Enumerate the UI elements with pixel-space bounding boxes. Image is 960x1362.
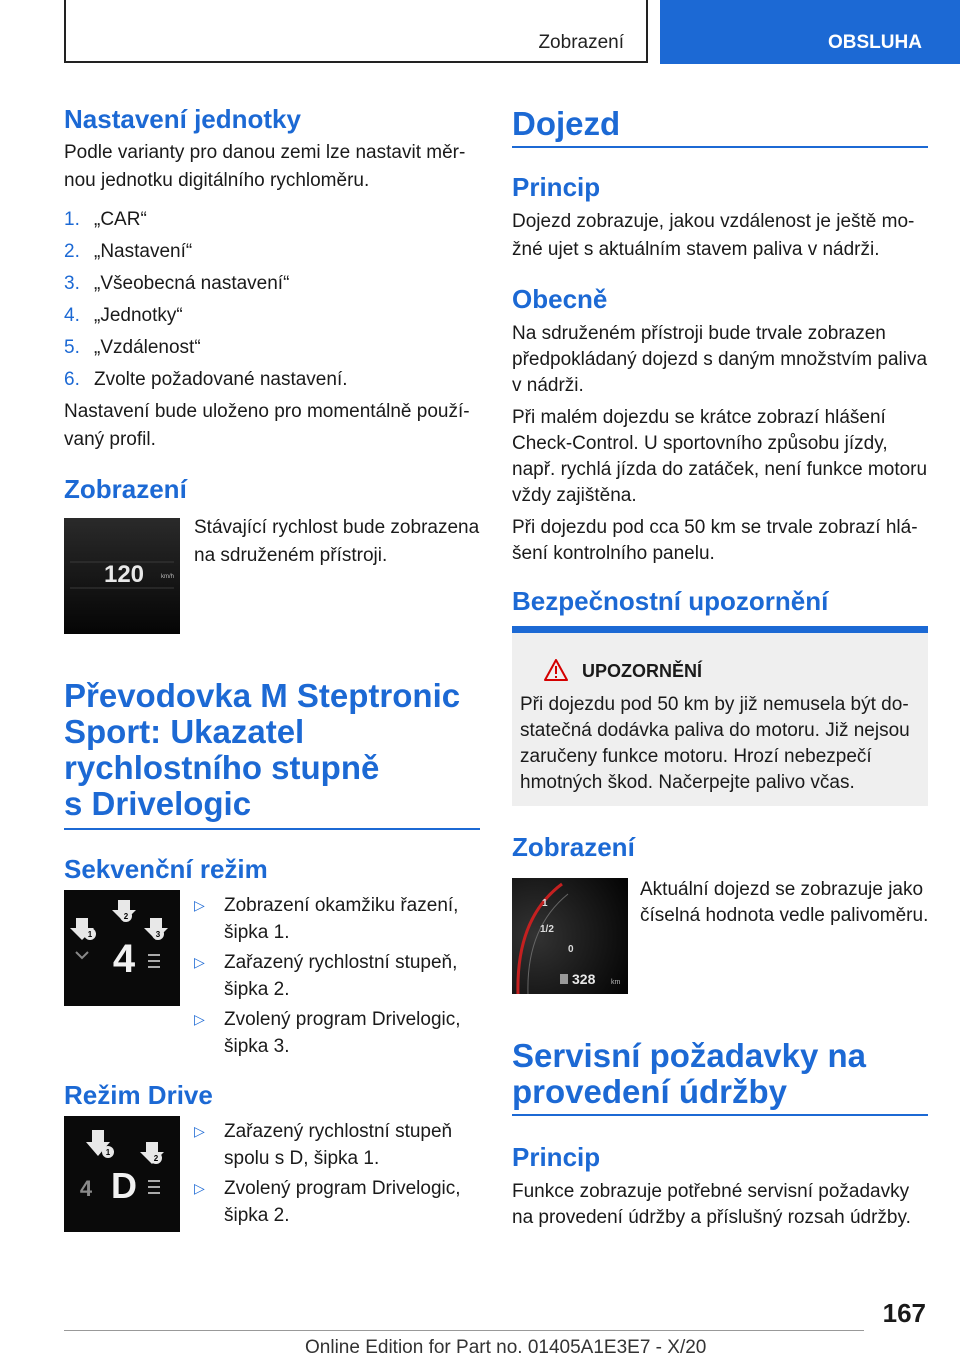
para-nastaveni-outro-l1: Nastavení bude uloženo pro momentálně použí- — [64, 401, 470, 422]
para-obecne-l4: Při malém dojezdu se krátce zobrazí hlášení — [512, 407, 886, 428]
svg-text:3: 3 — [155, 930, 161, 939]
para-obecne-l9: šení kontrolního panelu. — [512, 543, 715, 564]
triangle-bullet-icon: ▷ — [194, 1123, 205, 1139]
svg-text:0: 0 — [568, 944, 574, 955]
warning-text-l4: hmotných škod. Načerpejte palivo včas. — [520, 772, 855, 793]
list-item: 2. „Nastavení“ — [64, 241, 193, 262]
triangle-bullet-icon: ▷ — [194, 897, 205, 913]
para-obecne-l8: Při dojezdu pod cca 50 km se trvale zobrazí hlá- — [512, 517, 918, 538]
title-rule — [64, 828, 480, 830]
title-dojezd: Dojezd — [512, 105, 621, 142]
para-princip-l1: Dojezd zobrazuje, jakou vzdálenost je ještě mo- — [512, 211, 915, 232]
gear-drive-arrows-icon — [64, 1116, 180, 1232]
speedometer-icon — [64, 518, 180, 634]
svg-text:1/2: 1/2 — [540, 924, 554, 935]
heading-bezpecnostni-upozorneni: Bezpečnostní upozornění — [512, 586, 829, 616]
para-nastaveni-l2: nou jednotku digitálního rychloměru. — [64, 170, 370, 191]
heading-nastaveni-jednotky: Nastavení jednotky — [64, 104, 301, 134]
list-item: 5. „Vzdálenost“ — [64, 337, 201, 358]
title-prevodovka-l3: rychlostního stupně — [64, 749, 380, 786]
warning-label: UPOZORNĚNÍ — [582, 661, 703, 681]
heading-rezim-drive: Režim Drive — [64, 1080, 213, 1110]
svg-text:1: 1 — [87, 930, 93, 939]
svg-text:km: km — [611, 979, 621, 986]
list-item: ▷ Zařazený rychlostní stupeň, šipka 2. — [194, 949, 504, 1003]
svg-text:328: 328 — [572, 971, 596, 987]
speedometer-image — [64, 518, 180, 634]
warning-text-l2: statečná dodávka paliva do motoru. Již nejsou — [520, 720, 910, 741]
svg-text:1: 1 — [105, 1148, 111, 1157]
list-item: ▷ Zobrazení okamžiku řazení, šipka 1. — [194, 892, 504, 946]
para-obecne-l2: předpokládaný dojezd s daným množstvím paliva — [512, 349, 928, 370]
para-zobrazeni-dojezd-l1: Aktuální dojezd se zobrazuje jako — [640, 879, 924, 900]
heading-princip: Princip — [512, 172, 601, 202]
para-nastaveni-l1: Podle varianty pro danou zemi lze nastavit měr- — [64, 142, 466, 163]
list-item: 6. Zvolte požadované nastavení. — [64, 369, 348, 390]
svg-text:km/h: km/h — [161, 574, 175, 580]
svg-text:120: 120 — [103, 561, 145, 588]
title-rule — [512, 1114, 928, 1116]
title-prevodovka-l1: Převodovka M Steptronic — [64, 677, 461, 714]
list-item: ▷ Zvolený program Drivelogic, šipka 3. — [194, 1006, 504, 1060]
heading-princip-servis: Princip — [512, 1142, 601, 1172]
page-number: 167 — [882, 1298, 926, 1328]
warning-box — [512, 626, 928, 806]
header-section: Zobrazení — [538, 32, 624, 53]
triangle-bullet-icon: ▷ — [194, 954, 205, 970]
footer-rule — [64, 1330, 864, 1331]
gear-arrows-icon — [64, 890, 180, 1006]
warning-text-l3: zaručeny funkce motoru. Hrozí nebezpečí — [520, 746, 872, 767]
list-item: 4. „Jednotky“ — [64, 305, 183, 326]
para-obecne-l7: vždy zajištěna. — [512, 485, 637, 506]
title-prevodovka-l4: s Drivelogic — [64, 785, 252, 822]
para-obecne-l6: např. rychlá jízda do zatáček, není funkce motoru — [512, 459, 928, 480]
triangle-bullet-icon: ▷ — [194, 1180, 205, 1196]
footer-edition-text: Online Edition for Part no. 01405A1E3E7 - X/20 — [305, 1337, 707, 1358]
svg-text:D: D — [111, 1165, 137, 1206]
para-obecne-l1: Na sdruženém přístroji bude trvale zobrazen — [512, 323, 886, 344]
svg-text:1: 1 — [542, 898, 548, 909]
header-box — [64, 0, 648, 63]
gear-indicator-drive-image — [64, 1116, 180, 1232]
list-item: ▷ Zařazený rychlostní stupeň spolu s D, šipka 1. — [194, 1118, 504, 1172]
heading-zobrazeni-left: Zobrazení — [64, 474, 187, 504]
para-princip-l2: žné ujet s aktuálním stavem paliva v nádrži. — [512, 239, 880, 260]
list-item: ▷ Zvolený program Drivelogic, šipka 2. — [194, 1175, 504, 1229]
title-servis-l1: Servisní požadavky na — [512, 1037, 866, 1074]
header-chapter-tab: OBSLUHA — [660, 0, 960, 64]
para-zobrazeni-l1: Stávající rychlost bude zobrazena — [194, 517, 480, 538]
title-rule — [512, 146, 928, 148]
title-prevodovka-l2: Sport: Ukazatel — [64, 713, 305, 750]
svg-text:4: 4 — [79, 1176, 93, 1201]
heading-zobrazeni-right: Zobrazení — [512, 832, 635, 862]
warning-triangle-icon — [544, 659, 568, 681]
warning-text-l1: Při dojezdu pod 50 km by již nemusela být do- — [520, 694, 909, 715]
para-obecne-l3: v nádrži. — [512, 375, 584, 396]
para-zobrazeni-dojezd-l2: číselná hodnota vedle palivoměru. — [640, 905, 929, 926]
gear-indicator-sequential-image — [64, 890, 180, 1006]
heading-obecne: Obecně — [512, 284, 608, 314]
list-item: 1. „CAR“ — [64, 209, 147, 230]
para-princip-servis-l2: na provedení údržby a příslušný rozsah údržby. — [512, 1207, 911, 1228]
fuel-gauge-icon — [512, 878, 628, 994]
heading-sekvencni-rezim: Sekvenční režim — [64, 854, 268, 884]
para-nastaveni-outro-l2: vaný profil. — [64, 429, 156, 450]
list-item: 3. „Všeobecná nastavení“ — [64, 273, 290, 294]
svg-text:2: 2 — [123, 912, 129, 921]
para-princip-servis-l1: Funkce zobrazuje potřebné servisní požadavky — [512, 1181, 910, 1202]
svg-text:4: 4 — [112, 937, 136, 981]
svg-text:2: 2 — [153, 1154, 159, 1163]
fuel-gauge-image — [512, 878, 628, 994]
triangle-bullet-icon: ▷ — [194, 1011, 205, 1027]
para-obecne-l5: Check-Control. U sportovního způsobu jízdy, — [512, 433, 888, 454]
para-zobrazeni-l2: na sdruženém přístroji. — [194, 545, 388, 566]
title-servis-l2: provedení údržby — [512, 1073, 788, 1110]
